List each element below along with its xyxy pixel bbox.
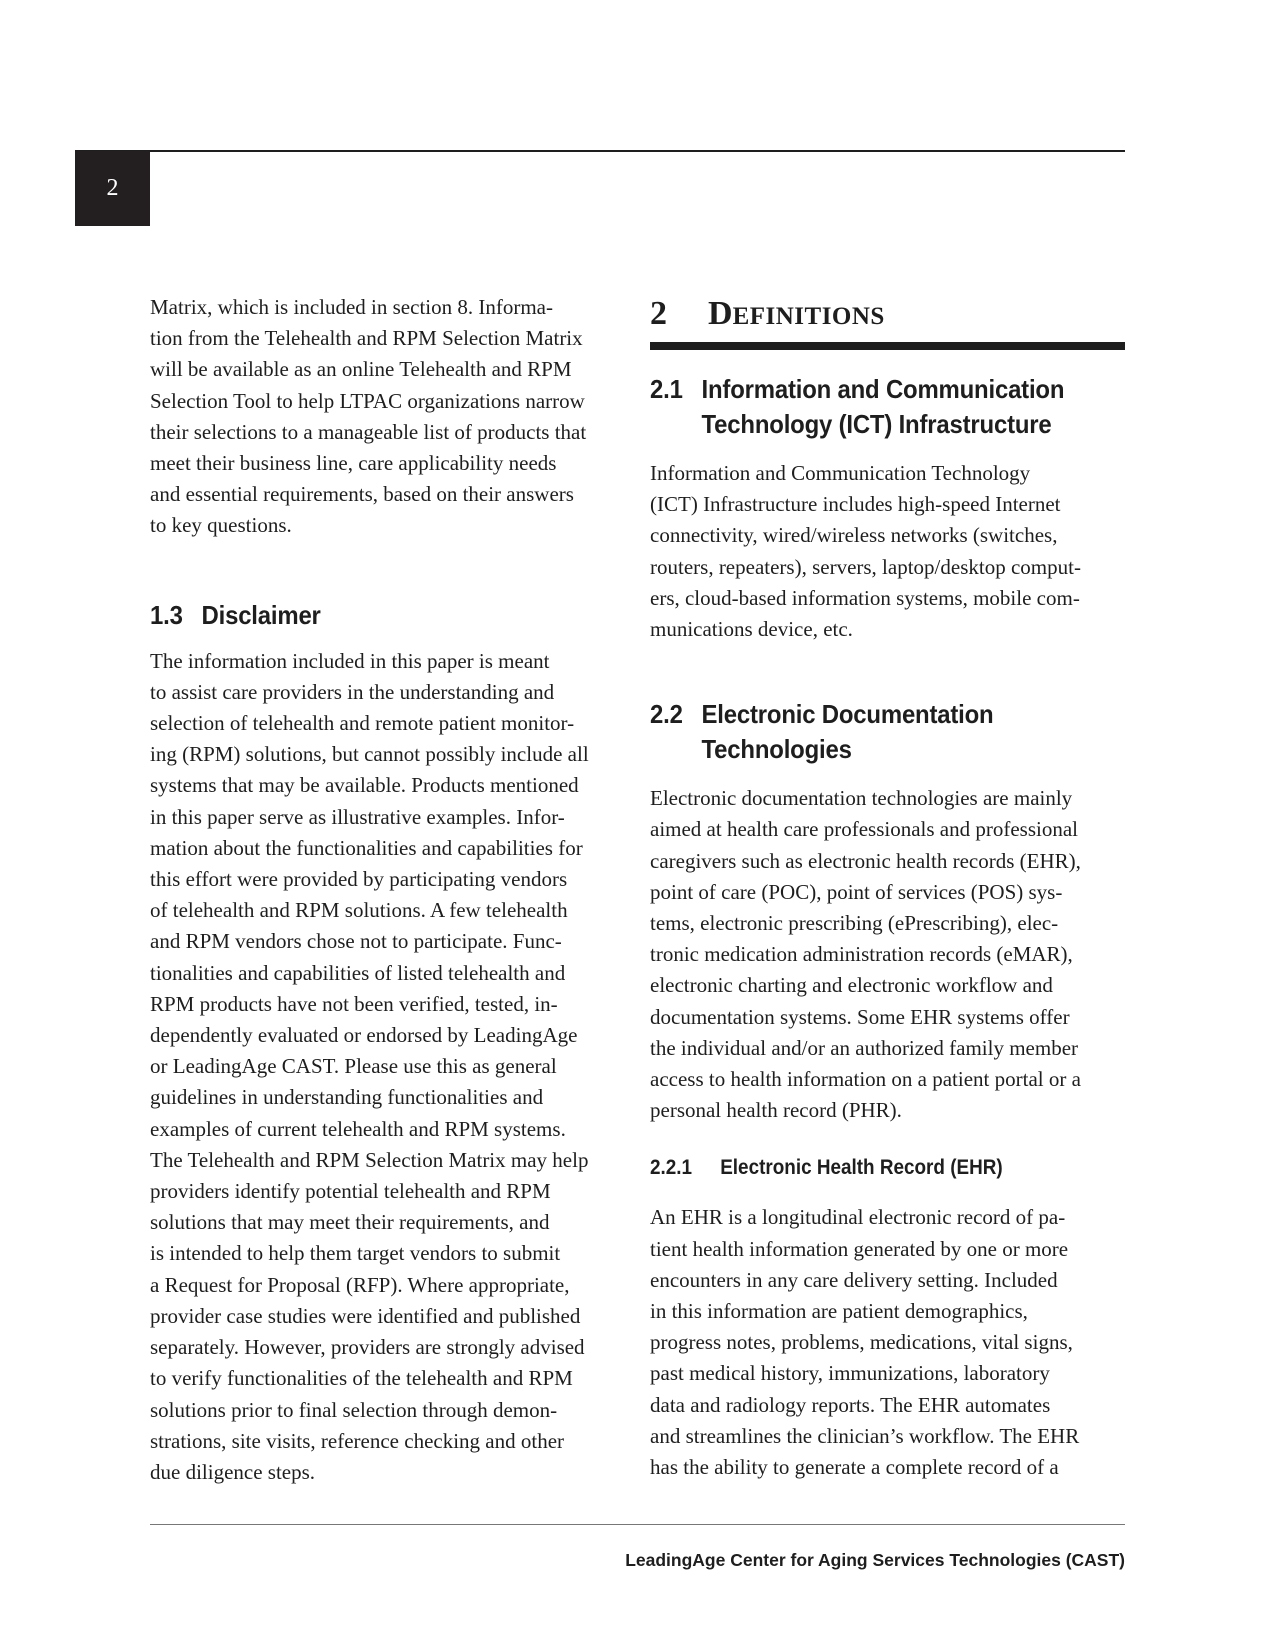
section-title (702, 372, 1065, 442)
section-number: 2.2.1 (650, 1156, 693, 1180)
chapter-title-rest: EFINITIONS (732, 303, 885, 330)
text-line: meet their business line, care applicability needs (150, 451, 557, 476)
text-line: routers, repeaters), servers, laptop/desktop comput- (650, 554, 1081, 579)
text-line: RPM products have not been verified, tested, in- (150, 991, 558, 1016)
text-line: to key questions. (150, 513, 292, 538)
chapter-title (708, 292, 885, 339)
section-number: 2.1 (650, 374, 683, 404)
chapter-number: 2 (650, 295, 667, 332)
text-line: tems, electronic prescribing (ePrescribing), elec- (650, 911, 1059, 936)
text-line: tion from the Telehealth and RPM Selection Matrix (150, 326, 583, 351)
text-line: in this paper serve as illustrative examples. Infor- (150, 804, 565, 829)
text-line: providers identify potential telehealth and RPM (150, 1179, 551, 1204)
text-line: Matrix, which is included in section 8. Informa- (150, 295, 553, 319)
footer-rule (150, 1524, 1125, 1525)
section-2-2-heading (650, 697, 1087, 767)
text-line: mation about the functionalities and capabilities for (150, 835, 583, 860)
text-line: connectivity, wired/wireless networks (switches, (650, 523, 1058, 548)
text-line: separately. However, providers are strongly advised (150, 1335, 585, 1360)
paragraph-text (650, 458, 1125, 645)
paragraph-text (150, 292, 625, 542)
text-line: provider case studies were identified and published (150, 1303, 581, 1328)
text-line: past medical history, immunizations, laboratory (650, 1361, 1050, 1386)
text-line: is intended to help them target vendors to submit (150, 1241, 561, 1266)
text-line: Information and Communication Technology (650, 461, 1031, 485)
text-line: tient health information generated by one or more (650, 1236, 1069, 1261)
section-number: 2.2 (650, 699, 683, 730)
section-number: 1.3 (150, 599, 183, 630)
text-line: solutions that may meet their requirements, and (150, 1210, 550, 1235)
text-line: munications device, etc. (650, 617, 853, 642)
ict-paragraph (650, 458, 1125, 645)
section-title: Electronic Health Record (EHR) (720, 1156, 1003, 1180)
section-2-2-1-heading (650, 1154, 1078, 1182)
text-line: of telehealth and RPM solutions. A few telehealth (150, 898, 568, 923)
text-line: The information included in this paper is meant (150, 648, 550, 673)
text-line: Selection Tool to help LTPAC organizations narrow (150, 388, 585, 413)
text-line: in this information are patient demographics, (650, 1299, 1028, 1324)
section-1-3-heading (150, 598, 587, 633)
chapter-rule (650, 342, 1125, 350)
text-line: tronic medication administration records (eMAR), (650, 942, 1073, 967)
paragraph-text (150, 646, 625, 1488)
text-line: examples of current telehealth and RPM systems. (150, 1116, 566, 1141)
header-rule (75, 150, 1125, 152)
text-line: to assist care providers in the understanding and (150, 679, 555, 704)
text-line: An EHR is a longitudinal electronic record of pa- (650, 1205, 1066, 1230)
text-line: or LeadingAge CAST. Please use this as general (150, 1054, 557, 1079)
text-line: guidelines in understanding functionalities and (150, 1085, 544, 1110)
left-column (150, 292, 625, 1488)
text-line: point of care (POC), point of services (POS) sys- (650, 879, 1063, 904)
text-line: a Request for Proposal (RFP). Where appropriate, (150, 1272, 570, 1297)
text-line: electronic charting and electronic workflow and (650, 973, 1053, 998)
text-line: due diligence steps. (150, 1459, 316, 1484)
text-line: systems that may be available. Products mentioned (150, 773, 579, 798)
chapter-heading (650, 292, 1125, 336)
text-line: has the ability to generate a complete record of a (650, 1455, 1059, 1480)
text-line: solutions prior to final selection through demon- (150, 1397, 558, 1422)
text-line: access to health information on a patient portal or a (650, 1067, 1081, 1092)
section-title: Disclaimer (201, 599, 321, 630)
text-line: selection of telehealth and remote patient monitor- (150, 711, 575, 736)
disclaimer-paragraph (150, 646, 625, 1488)
text-line: The Telehealth and RPM Selection Matrix may help (150, 1147, 589, 1172)
text-line: documentation systems. Some EHR systems offer (650, 1004, 1070, 1029)
text-line: their selections to a manageable list of products that (150, 419, 587, 444)
text-line: (ICT) Infrastructure includes high-speed Internet (650, 492, 1061, 517)
text-line: and essential requirements, based on their answers (150, 482, 574, 507)
text-line: and RPM vendors chose not to participate. Func- (150, 929, 562, 954)
text-line: ing (RPM) solutions, but cannot possibly include all (150, 742, 589, 767)
section-title-line: Technology (ICT) Infrastructure (701, 409, 1052, 439)
text-line: aimed at health care professionals and professional (650, 817, 1079, 842)
text-line: Electronic documentation technologies are mainly (650, 786, 1073, 811)
text-line: progress notes, problems, medications, vital signs, (650, 1330, 1073, 1355)
documentation-paragraph (650, 783, 1125, 1126)
text-line: data and radiology reports. The EHR automates (650, 1392, 1051, 1417)
intro-paragraph (150, 292, 625, 542)
section-2-1-heading (650, 372, 1087, 442)
text-line: caregivers such as electronic health records (EHR), (650, 848, 1081, 873)
paragraph-text (650, 783, 1125, 1126)
page-number: 2 (75, 151, 150, 226)
section-title-line: Information and Communication (701, 374, 1065, 404)
right-column (650, 292, 1125, 1483)
ehr-paragraph (650, 1202, 1125, 1483)
section-title-line: Electronic Documentation (701, 699, 994, 730)
text-line: strations, site visits, reference checking and other (150, 1428, 565, 1453)
text-line: will be available as an online Telehealth and RPM (150, 357, 572, 382)
text-line: personal health record (PHR). (650, 1098, 902, 1123)
text-line: to verify functionalities of the telehealth and RPM (150, 1366, 573, 1391)
footer-text: LeadingAge Center for Aging Services Technologies (CAST) (625, 1550, 1125, 1570)
section-title-line: Technologies (701, 734, 852, 765)
section-title (702, 697, 994, 767)
text-line: and streamlines the clinician’s workflow. The EHR (650, 1423, 1080, 1448)
text-line: encounters in any care delivery setting. Included (650, 1267, 1058, 1292)
text-line: ers, cloud-based information systems, mobile com- (650, 585, 1080, 610)
text-line: tionalities and capabilities of listed telehealth and (150, 960, 566, 985)
chapter-title-initial: D (708, 295, 733, 332)
text-line: this effort were provided by participating vendors (150, 867, 568, 892)
text-line: dependently evaluated or endorsed by LeadingAge (150, 1023, 578, 1048)
text-line: the individual and/or an authorized family member (650, 1035, 1079, 1060)
paragraph-text (650, 1202, 1125, 1483)
